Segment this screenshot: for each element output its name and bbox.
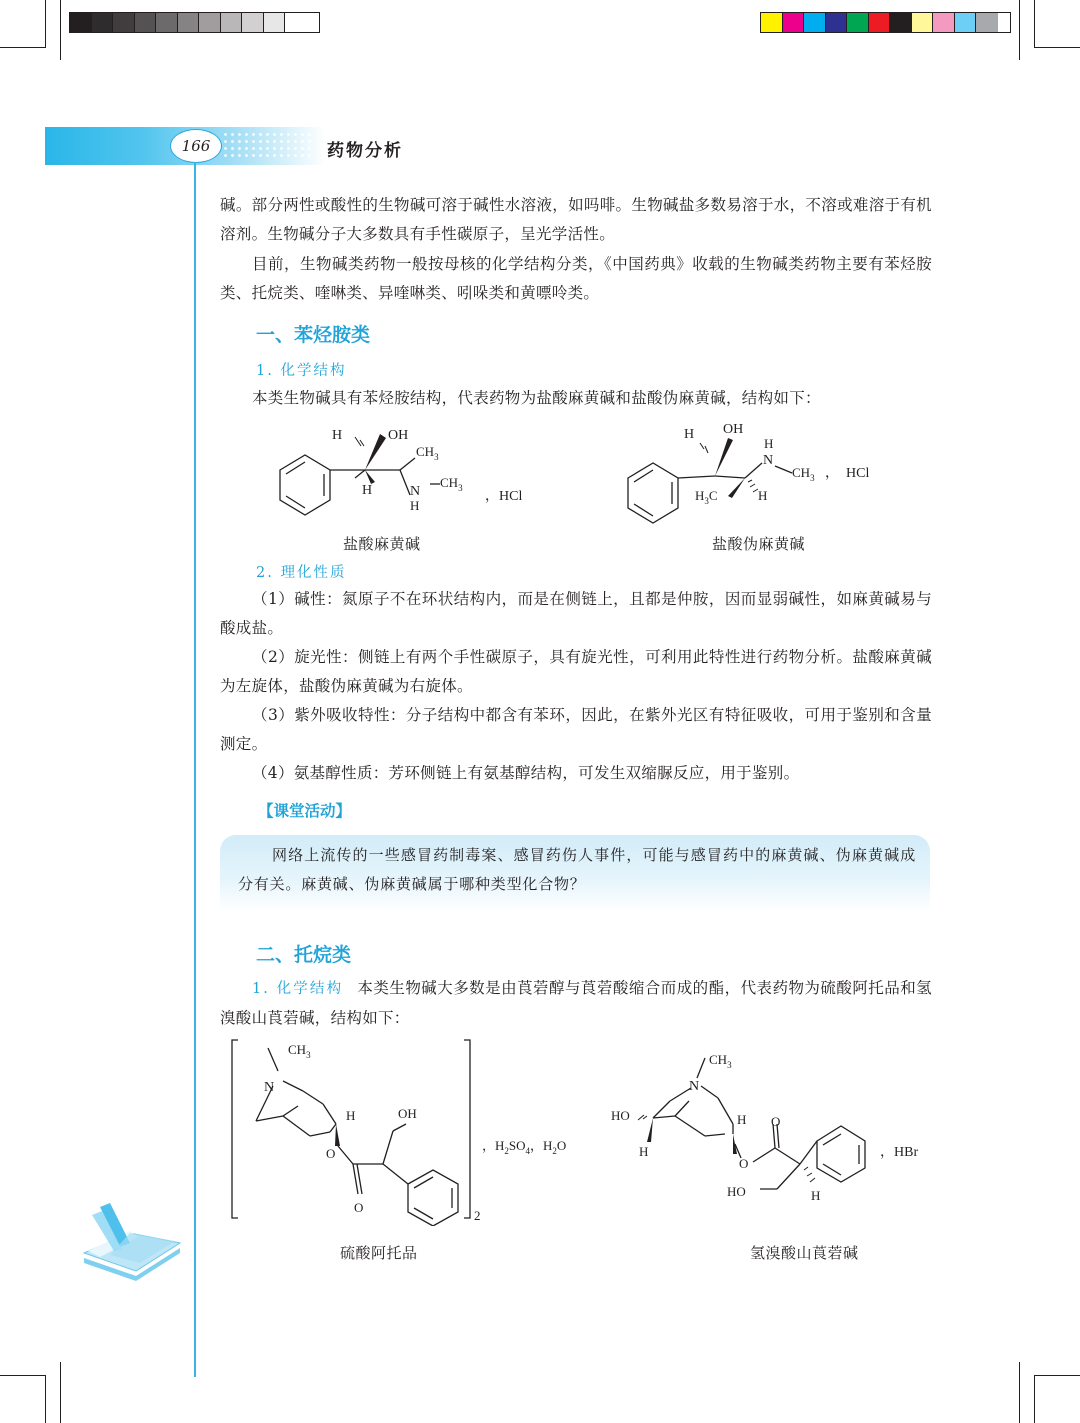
crop-mark: [1034, 1375, 1080, 1376]
crop-mark: [60, 0, 61, 60]
color-swatch: [976, 13, 998, 32]
structure-caption: 盐酸伪麻黄碱: [712, 535, 806, 553]
svg-text:O: O: [739, 1156, 749, 1171]
svg-text:，H2SO4，H2O: ，$H_2SO_4$，$H_2O$: [482, 1138, 567, 1156]
structure-caption: 盐酸麻黄碱: [343, 535, 421, 553]
color-swatch: [761, 13, 783, 32]
color-swatch: [178, 13, 200, 32]
svg-text:H: H: [346, 1108, 356, 1123]
svg-text:H: H: [764, 436, 774, 451]
svg-text:H3C: $H_3C$: [695, 488, 718, 506]
property-item: （2）旋光性：侧链上有两个手性碳原子，具有旋光性，可利用此特性进行药物分析。盐酸麻黄碱为左旋体，盐酸伪麻黄碱为右旋体。: [220, 648, 932, 695]
svg-text:HCl: HCl: [846, 466, 870, 481]
paragraph: 碱。部分两性或酸性的生物碱可溶于碱性水溶液，如吗啡。生物碱盐多数易溶于水，不溶或难溶于有机溶剂。生物碱分子大多数具有手性碳原子，呈光学活性。: [220, 196, 932, 243]
margin-line: [194, 162, 196, 1377]
svg-text:N: N: [689, 1079, 700, 1094]
subsection-heading: 1. 化学结构: [252, 981, 344, 997]
svg-text:N: N: [410, 484, 421, 499]
svg-text:H: H: [737, 1112, 747, 1127]
property-item: （1）碱性：氮原子不在环状结构内，而是在侧链上，且都是仲胺，因而显弱碱性，如麻黄碱易与酸成盐。: [220, 590, 932, 637]
paragraph: 本类生物碱具有苯烃胺结构，代表药物为盐酸麻黄碱和盐酸伪麻黄碱，结构如下：: [252, 389, 821, 407]
color-swatch: [135, 13, 157, 32]
color-swatch: [92, 13, 114, 32]
color-swatch: [264, 13, 286, 32]
property-item: （3）紫外吸收特性：分子结构中都含有苯环，因此，在紫外光区有特征吸收，可用于鉴别和含量测定。: [220, 706, 932, 753]
grayscale-bar: [69, 12, 320, 33]
subsection-heading: 2. 理化性质: [256, 565, 347, 581]
atropine-sulfate-structure: [228, 1036, 598, 1226]
svg-text:N: N: [264, 1080, 275, 1095]
svg-text:2: 2: [474, 1208, 481, 1223]
svg-text:H: H: [410, 498, 420, 513]
svg-text:，: ，: [825, 466, 839, 481]
crop-mark: [0, 1375, 46, 1376]
svg-text:，HCl: ，HCl: [485, 489, 523, 504]
color-swatch: [955, 13, 977, 32]
property-item: （4）氨基醇性质：芳环侧链上有氨基醇结构，可发生双缩脲反应，用于鉴别。: [252, 764, 800, 782]
crop-mark: [45, 0, 46, 48]
svg-text:H: H: [332, 428, 343, 443]
color-swatch: [847, 13, 869, 32]
color-swatch: [285, 13, 307, 32]
header-dots: [222, 131, 312, 159]
color-swatch: [890, 13, 912, 32]
activity-label: 【课堂活动】: [258, 802, 352, 820]
svg-text:，HBr: ，HBr: [880, 1145, 919, 1160]
section-heading: 一、苯烃胺类: [256, 324, 371, 346]
crop-mark: [1019, 1362, 1020, 1423]
crop-mark: [1034, 47, 1080, 48]
svg-text:CH3: $CH_3$: [792, 465, 815, 483]
svg-text:CH3: $CH_3$: [416, 444, 439, 462]
svg-text:O: O: [326, 1146, 336, 1161]
crop-mark: [1019, 0, 1020, 60]
color-swatch: [156, 13, 178, 32]
svg-text:O: O: [354, 1200, 364, 1215]
color-swatch: [804, 13, 826, 32]
book-title: 药物分析: [327, 141, 403, 161]
svg-text:OH: OH: [388, 428, 409, 443]
paragraph: 目前，生物碱类药物一般按母核的化学结构分类，《中国药典》收载的生物碱类药物主要有苯烃胺类、托烷类、喹啉类、异喹啉类、吲哚类和黄嘌呤类。: [220, 255, 932, 302]
svg-text:CH3: $CH_3$: [440, 475, 463, 493]
svg-text:H: H: [758, 488, 768, 503]
color-swatch: [242, 13, 264, 32]
svg-text:CH3: $CH_3$: [709, 1052, 732, 1070]
svg-text:N: N: [763, 453, 774, 468]
color-swatch: [199, 13, 221, 32]
activity-text: 网络上流传的一些感冒药制毒案、感冒药伤人事件，可能与感冒药中的麻黄碱、伪麻黄碱成分有关。麻黄碱、伪麻黄碱属于哪种类型化合物？: [238, 846, 916, 893]
crop-mark: [60, 1362, 61, 1423]
book-illustration-icon: [80, 1203, 185, 1283]
svg-text:HO: HO: [727, 1184, 746, 1199]
color-swatch: [783, 13, 805, 32]
color-swatch: [933, 13, 955, 32]
svg-text:O: O: [771, 1114, 781, 1129]
crop-mark: [1034, 1375, 1035, 1423]
crop-mark: [1034, 0, 1035, 48]
color-swatch: [221, 13, 243, 32]
svg-text:HO: HO: [611, 1108, 630, 1123]
subsection-heading: 1. 化学结构: [256, 363, 347, 379]
svg-text:CH3: $CH_3$: [288, 1042, 311, 1060]
color-swatch: [70, 13, 92, 32]
anisodamine-hbr-structure: [605, 1046, 925, 1216]
color-swatch: [912, 13, 934, 32]
crop-mark: [0, 47, 46, 48]
svg-text:H: H: [684, 427, 695, 442]
color-bar: [760, 12, 1011, 33]
paragraph: [220, 974, 932, 1033]
section-heading: 二、托烷类: [256, 944, 352, 966]
page-number: 166: [170, 129, 222, 163]
crop-mark: [45, 1375, 46, 1423]
svg-text:H: H: [639, 1144, 649, 1159]
structure-caption: 硫酸阿托品: [340, 1244, 418, 1262]
svg-text:OH: OH: [398, 1106, 417, 1121]
color-swatch: [826, 13, 848, 32]
color-swatch: [869, 13, 891, 32]
svg-text:H: H: [362, 483, 373, 498]
structure-caption: 氢溴酸山莨菪碱: [750, 1244, 859, 1262]
svg-text:OH: OH: [723, 422, 744, 437]
ephedrine-hcl-structure: [270, 420, 560, 530]
pseudoephedrine-hcl-structure: [620, 418, 900, 533]
color-swatch: [113, 13, 135, 32]
svg-text:H: H: [811, 1188, 821, 1203]
paragraph-text: 本类生物碱大多数是由莨菪醇与莨菪酸缩合而成的酯，代表药物为硫酸阿托品和氢溴酸山莨菪碱，结构如下：: [220, 979, 932, 1027]
